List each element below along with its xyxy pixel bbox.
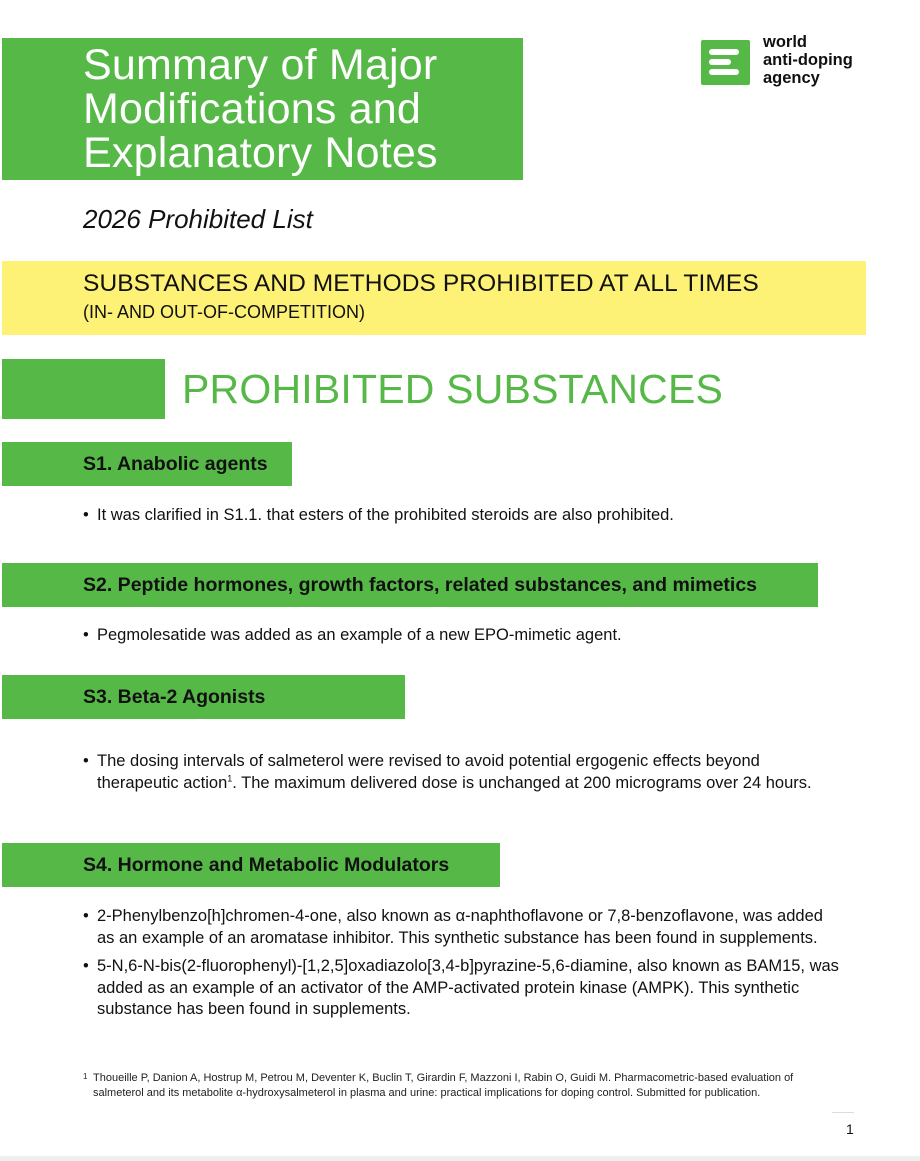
bullet-list-s3: [83, 751, 843, 801]
footnote-mark: 1: [83, 1072, 88, 1081]
bullet-list-s4: [83, 906, 843, 1028]
page-number: 1: [846, 1121, 854, 1137]
bullet-list-s1: [83, 505, 843, 534]
wada-logo-text: [763, 33, 853, 87]
category-subtitle: (IN- AND OUT-OF-COMPETITION): [83, 302, 365, 322]
list-item: • Pegmolesatide was added as an example of a new EPO-mimetic agent.: [83, 625, 843, 647]
list-item: [83, 751, 843, 794]
page-number-rule: [832, 1112, 854, 1113]
logo-line-1: world: [763, 33, 807, 51]
bullet-text: The dosing intervals of salmeterol were revised to avoid potential ergogenic effects beyond therapeutic action: [97, 752, 760, 792]
footnote-text: Thoueille P, Danion A, Hostrup M, Petrou M, Deventer K, Buclin T, Girardin F, Mazzoni I, Rabin O, Guidi M. Pharmacometric-based evaluation of salmeterol and its metabolite α-hydroxysalmeterol in plasma and urine: practical implications for doping control. Submitted for publication.: [93, 1072, 794, 1099]
logo-line-2: anti-doping: [763, 51, 853, 69]
list-item: • 2-Phenylbenzo[h]chromen-4-one, also known as α-naphthoflavone or 7,8-benzoflavone, was added as an example of an aromatase inhibitor. This synthetic substance has been found in supplements.: [83, 906, 843, 949]
logo-line-3: agency: [763, 69, 820, 87]
bullet-text-cont: . The maximum delivered dose is unchanged at 200 micrograms over 24 hours.: [232, 773, 812, 792]
document-title: [83, 43, 513, 175]
title-line-3: Explanatory Notes: [83, 129, 438, 177]
list-item: • 5-N,6-N-bis(2-fluorophenyl)-[1,2,5]oxadiazolo[3,4-b]pyrazine-5,6-diamine, also known as BAM15, was added as an example of an activator of the AMP-activated protein kinase (AMPK). This synthetic substance has been found in supplements.: [83, 956, 843, 1021]
section-label-s1: S1. Anabolic agents: [83, 453, 268, 475]
footnote: [83, 1071, 838, 1101]
document-subtitle: 2026 Prohibited List: [83, 204, 313, 234]
footnote-ref: 1: [227, 773, 233, 783]
wada-logo-icon: [701, 40, 750, 85]
title-line-2: Modifications and: [83, 85, 422, 133]
page-bottom-edge: [0, 1156, 920, 1161]
section-heading: PROHIBITED SUBSTANCES: [182, 366, 724, 412]
title-line-1: Summary of Major: [83, 41, 438, 89]
section-label-s2: S2. Peptide hormones, growth factors, related substances, and mimetics: [83, 574, 758, 596]
list-item: • It was clarified in S1.1. that esters of the prohibited steroids are also prohibited.: [83, 505, 843, 527]
section-label-s3: S3. Beta-2 Agonists: [83, 686, 266, 708]
bullet-list-s2: [83, 625, 843, 654]
category-title: SUBSTANCES AND METHODS PROHIBITED AT ALL TIMES: [83, 270, 759, 297]
section-label-s4: S4. Hormone and Metabolic Modulators: [83, 854, 450, 876]
heading-accent-block: [2, 359, 165, 419]
